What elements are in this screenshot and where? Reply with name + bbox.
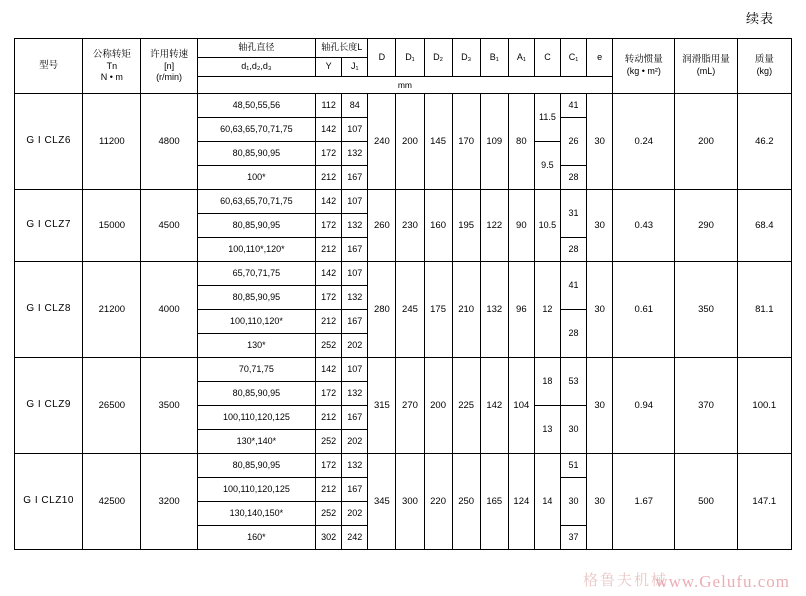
cell-bore-length-J1: 132 [342,142,368,166]
cell-bore-length-Y: 172 [316,286,342,310]
cell-allowable-speed: 4000 [141,262,197,358]
cell-bore-diameter: 70,71,75 [197,358,315,382]
cell-mass: 147.1 [737,454,791,550]
cell-grease: 370 [675,358,737,454]
cell-bore-diameter: 100,110,120* [197,310,315,334]
cell-A1: 80 [508,94,534,190]
cell-C1: 30 [560,406,586,454]
cell-D1: 245 [396,262,424,358]
cell-C1: 28 [560,310,586,358]
cell-grease: 290 [675,190,737,262]
cell-D3: 250 [452,454,480,550]
cell-bore-length-Y: 212 [316,478,342,502]
cell-bore-length-Y: 252 [316,502,342,526]
cell-bore-length-Y: 172 [316,454,342,478]
cell-mass: 100.1 [737,358,791,454]
cell-e: 30 [587,262,613,358]
cell-bore-diameter: 80,85,90,95 [197,142,315,166]
cell-bore-length-J1: 107 [342,358,368,382]
cell-D: 315 [368,358,396,454]
table-row [15,358,792,382]
cell-bore-length-Y: 212 [316,166,342,190]
cell-bore-length-Y: 252 [316,430,342,454]
page-title: 续表 [745,11,774,26]
cell-C1: 51 [560,454,586,478]
header-D2: D₂ [424,39,452,77]
header-unit-mm: mm [197,77,613,94]
cell-bore-length-Y: 302 [316,526,342,550]
cell-D: 345 [368,454,396,550]
cell-C: 13 [534,406,560,454]
cell-D3: 195 [452,190,480,262]
cell-D3: 210 [452,262,480,358]
cell-bore-length-J1: 132 [342,214,368,238]
cell-inertia: 1.67 [613,454,675,550]
cell-bore-diameter: 130* [197,334,315,358]
cell-grease: 350 [675,262,737,358]
watermark-cjk: 格鲁夫机械 [582,573,668,589]
cell-C1: 41 [560,94,586,118]
header-mass [737,39,791,94]
cell-model: G I CLZ10 [15,454,83,550]
cell-B1: 142 [480,358,508,454]
cell-D2: 220 [424,454,452,550]
cell-D2: 145 [424,94,452,190]
header-D3: D₃ [452,39,480,77]
cell-e: 30 [587,190,613,262]
header-nominal-torque [83,39,141,94]
cell-C: 10.5 [534,190,560,262]
cell-C: 18 [534,358,560,406]
cell-C1: 41 [560,262,586,310]
header-bore-length: 轴孔长度L [316,39,368,58]
cell-nominal-torque: 15000 [83,190,141,262]
cell-bore-length-J1: 167 [342,406,368,430]
cell-A1: 90 [508,190,534,262]
header-D: D [368,39,396,77]
cell-inertia: 0.61 [613,262,675,358]
cell-D1: 300 [396,454,424,550]
cell-C1: 26 [560,118,586,166]
cell-bore-length-J1: 167 [342,238,368,262]
cell-C1: 30 [560,478,586,526]
header-inertia-l2: (kg • m²) [626,66,661,77]
cell-nominal-torque: 26500 [83,358,141,454]
cell-D1: 270 [396,358,424,454]
cell-D3: 225 [452,358,480,454]
cell-bore-diameter: 80,85,90,95 [197,382,315,406]
table-row [15,262,792,286]
cell-bore-length-J1: 167 [342,310,368,334]
cell-D2: 160 [424,190,452,262]
watermark: www.Gelufu.com [655,572,790,591]
header-B1: B₁ [480,39,508,77]
header-allowable-speed [141,39,197,94]
cell-C1: 53 [560,358,586,406]
cell-D3: 170 [452,94,480,190]
cell-B1: 165 [480,454,508,550]
header-C1: C₁ [560,39,586,77]
cell-allowable-speed: 4500 [141,190,197,262]
cell-C1: 28 [560,238,586,262]
cell-allowable-speed: 3200 [141,454,197,550]
cell-D1: 230 [396,190,424,262]
cell-bore-diameter: 100,110,120,125 [197,478,315,502]
cell-B1: 122 [480,190,508,262]
cell-grease: 200 [675,94,737,190]
cell-A1: 124 [508,454,534,550]
specification-table [14,38,792,550]
cell-inertia: 0.94 [613,358,675,454]
header-mass-l1: 质量 [754,54,774,66]
header-grease-l1: 润滑脂用量 [682,54,730,66]
cell-C: 12 [534,262,560,358]
cell-bore-diameter: 65,70,71,75 [197,262,315,286]
cell-bore-length-J1: 84 [342,94,368,118]
cell-allowable-speed: 3500 [141,358,197,454]
cell-bore-diameter: 80,85,90,95 [197,454,315,478]
cell-bore-length-Y: 212 [316,238,342,262]
cell-C: 11.5 [534,94,560,142]
cell-bore-length-J1: 107 [342,190,368,214]
cell-bore-length-Y: 142 [316,190,342,214]
table-row [15,94,792,118]
header-inertia-l1: 转动惯量 [624,54,663,66]
header-nominal-torque-l2: Tn [106,60,118,71]
cell-bore-length-J1: 107 [342,118,368,142]
cell-D1: 200 [396,94,424,190]
header-bore-diameter-sub: d₁,d₂,d₃ [197,58,315,77]
cell-bore-diameter: 100,110,120,125 [197,406,315,430]
header-grease-l2: (mL) [696,66,716,77]
cell-bore-length-Y: 142 [316,262,342,286]
cell-bore-length-J1: 202 [342,502,368,526]
cell-bore-length-J1: 242 [342,526,368,550]
cell-inertia: 0.24 [613,94,675,190]
cell-bore-diameter: 48,50,55,56 [197,94,315,118]
cell-bore-length-J1: 132 [342,286,368,310]
cell-bore-length-J1: 202 [342,334,368,358]
cell-bore-length-J1: 167 [342,478,368,502]
cell-D: 260 [368,190,396,262]
cell-D: 240 [368,94,396,190]
cell-e: 30 [587,94,613,190]
cell-bore-diameter: 130,140,150* [197,502,315,526]
cell-bore-diameter: 130*,140* [197,430,315,454]
cell-bore-length-Y: 142 [316,118,342,142]
cell-C1: 37 [560,526,586,550]
cell-A1: 96 [508,262,534,358]
cell-bore-diameter: 60,63,65,70,71,75 [197,190,315,214]
cell-grease: 500 [675,454,737,550]
table-header [15,39,792,94]
cell-model: G I CLZ9 [15,358,83,454]
header-A1: A₁ [508,39,534,77]
header-bore-diameter: 轴孔直径 [197,39,315,58]
cell-bore-length-Y: 252 [316,334,342,358]
header-row-1 [15,39,792,58]
cell-D2: 175 [424,262,452,358]
cell-bore-diameter: 80,85,90,95 [197,286,315,310]
table-row [15,190,792,214]
cell-D: 280 [368,262,396,358]
header-D1: D₁ [396,39,424,77]
cell-bore-length-J1: 132 [342,382,368,406]
cell-nominal-torque: 42500 [83,454,141,550]
cell-bore-diameter: 80,85,90,95 [197,214,315,238]
cell-mass: 81.1 [737,262,791,358]
cell-bore-diameter: 100* [197,166,315,190]
cell-bore-diameter: 60,63,65,70,71,75 [197,118,315,142]
cell-bore-length-Y: 172 [316,214,342,238]
cell-model: G I CLZ6 [15,94,83,190]
cell-bore-length-Y: 212 [316,406,342,430]
cell-nominal-torque: 21200 [83,262,141,358]
header-model: 型号 [15,39,83,94]
cell-D2: 200 [424,358,452,454]
cell-inertia: 0.43 [613,190,675,262]
header-e: e [587,39,613,77]
header-bore-length-J1: J₁ [342,58,368,77]
cell-mass: 68.4 [737,190,791,262]
cell-bore-length-Y: 112 [316,94,342,118]
cell-bore-length-J1: 107 [342,262,368,286]
cell-bore-length-Y: 172 [316,142,342,166]
header-nominal-torque-l3: N • m [100,71,123,82]
cell-bore-length-Y: 142 [316,358,342,382]
cell-bore-length-J1: 132 [342,454,368,478]
cell-mass: 46.2 [737,94,791,190]
cell-bore-length-J1: 202 [342,430,368,454]
cell-allowable-speed: 4800 [141,94,197,190]
header-grease [675,39,737,94]
cell-bore-length-J1: 167 [342,166,368,190]
header-bore-length-Y: Y [316,58,342,77]
cell-B1: 132 [480,262,508,358]
cell-bore-diameter: 160* [197,526,315,550]
cell-B1: 109 [480,94,508,190]
cell-C1: 31 [560,190,586,238]
header-allowable-speed-l1: 许用转速 [150,48,189,60]
table-body [15,94,792,550]
cell-model: G I CLZ8 [15,262,83,358]
cell-bore-length-Y: 172 [316,382,342,406]
header-allowable-speed-l3: (r/min) [156,71,183,82]
cell-e: 30 [587,358,613,454]
cell-nominal-torque: 11200 [83,94,141,190]
cell-e: 30 [587,454,613,550]
header-inertia [613,39,675,94]
cell-A1: 104 [508,358,534,454]
table-row [15,454,792,478]
cell-C: 14 [534,454,560,550]
header-C: C [534,39,560,77]
cell-model: G I CLZ7 [15,190,83,262]
cell-C1: 28 [560,166,586,190]
header-nominal-torque-l1: 公称转矩 [92,48,131,60]
header-mass-l2: (kg) [756,66,773,77]
cell-C: 9.5 [534,142,560,190]
cell-bore-length-Y: 212 [316,310,342,334]
cell-bore-diameter: 100,110*,120* [197,238,315,262]
header-allowable-speed-l2: [n] [164,60,175,71]
